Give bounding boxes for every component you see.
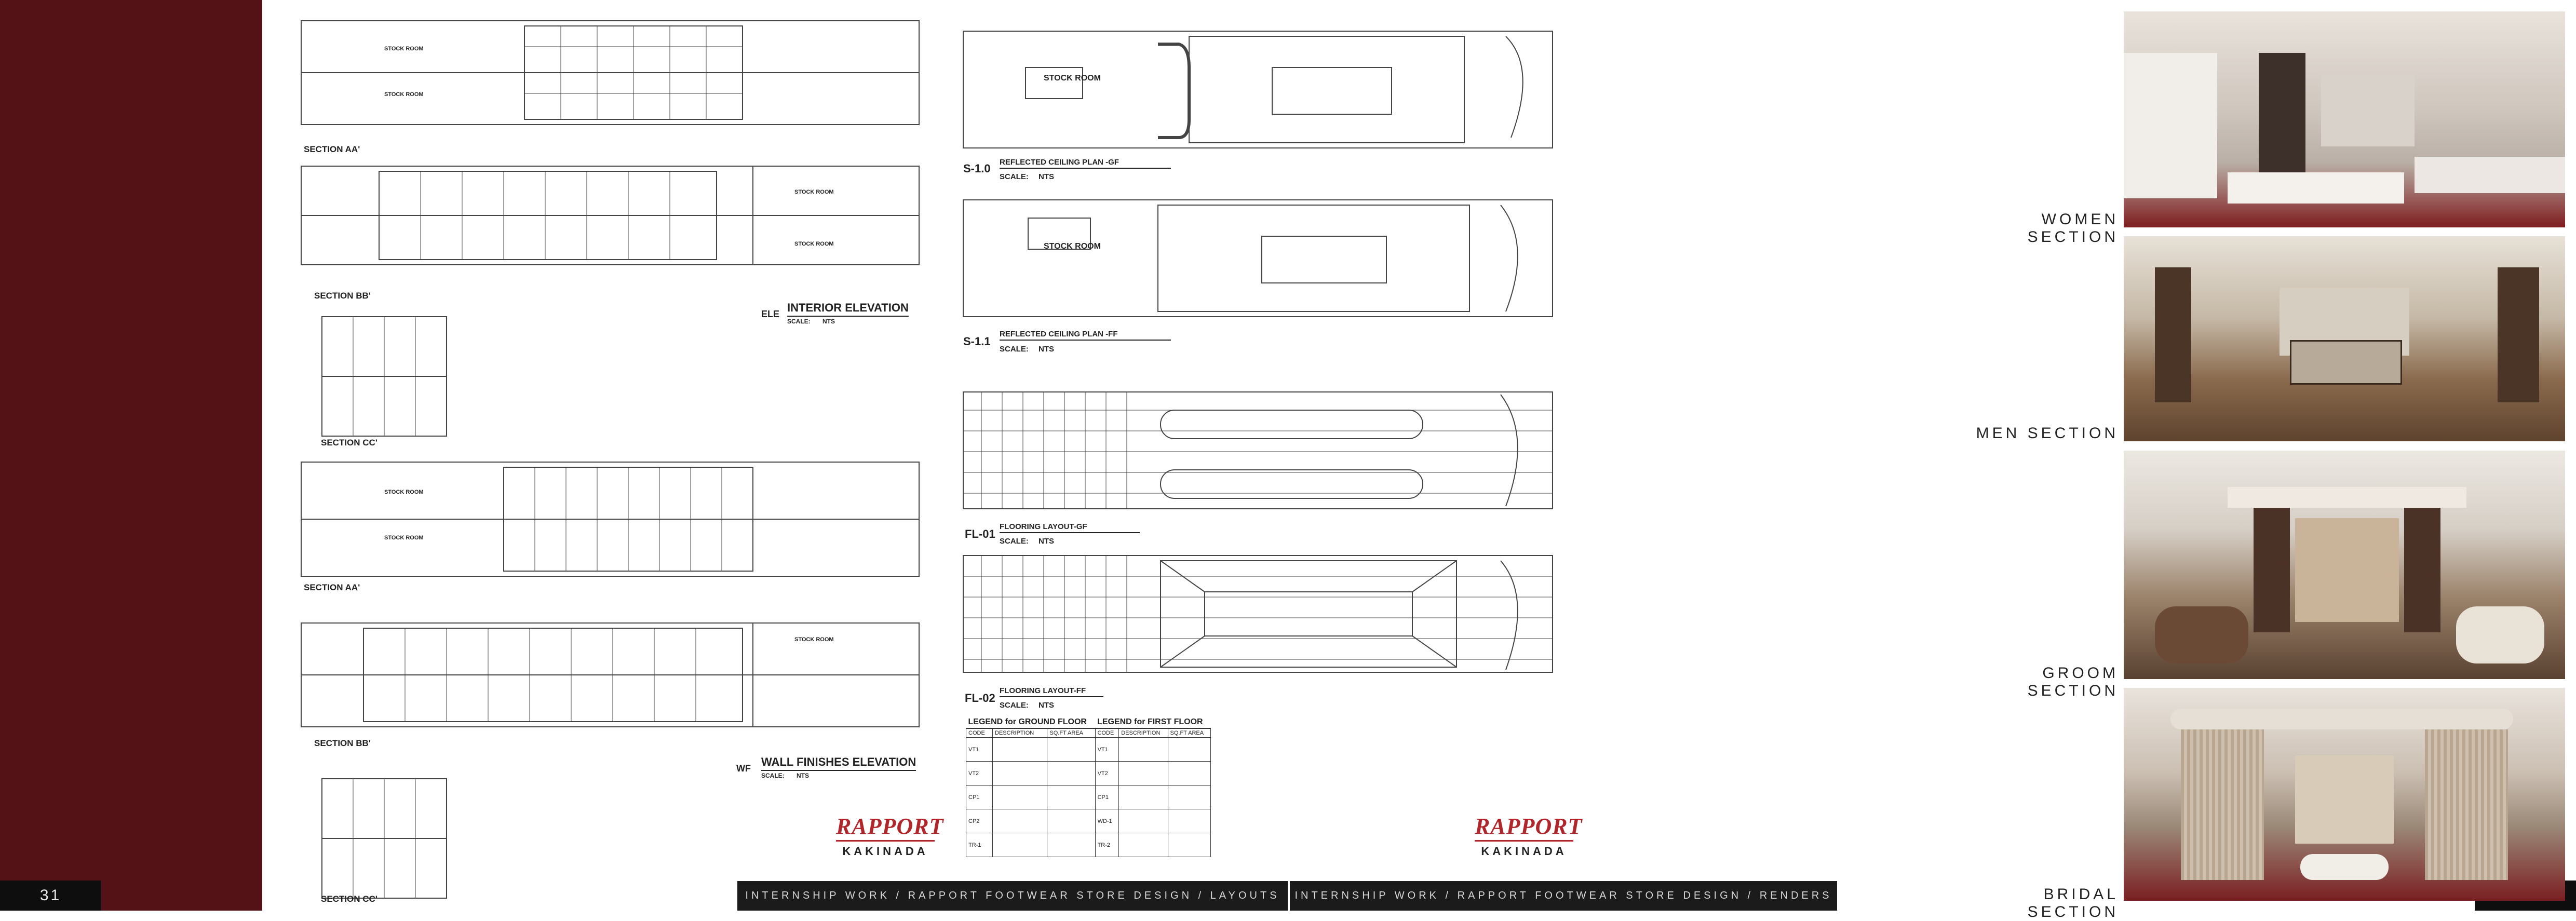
elevation-drawings xyxy=(296,16,944,909)
legend-code: TR-2 xyxy=(1095,833,1119,857)
cover-band xyxy=(0,0,262,911)
logo-city: KAKINADA xyxy=(836,840,935,858)
legend-code: VT1 xyxy=(1095,738,1119,762)
stock-room-label: STOCK ROOM xyxy=(384,91,424,98)
rcp-ff-scale-label: SCALE: xyxy=(1000,345,1029,354)
bridal-section-caption: BRIDAL SECTION xyxy=(2027,886,2119,920)
logo-brand: RAPPORT xyxy=(836,814,944,839)
floor-ff-title: FLOORING LAYOUT-FF xyxy=(1000,686,1103,697)
stock-room-label: STOCK ROOM xyxy=(1044,74,1101,83)
legend-col-qty: SQ.FT AREA xyxy=(1168,728,1211,738)
bridal-section-render xyxy=(2124,688,2565,901)
legend-code: VT2 xyxy=(966,762,993,785)
logo-brand: RAPPORT xyxy=(1475,814,1583,839)
legend-ff-title: LEGEND for FIRST FLOOR xyxy=(1095,716,1210,728)
rcp-gf-scale-label: SCALE: xyxy=(1000,172,1029,181)
legend-col-desc: DESCRIPTION xyxy=(993,728,1047,738)
floor-ff-code: FL-02 xyxy=(965,692,995,705)
legend-code: WD-1 xyxy=(1095,809,1119,833)
legend-code: VT1 xyxy=(966,738,993,762)
rcp-gf-code: S-1.0 xyxy=(963,162,991,175)
rapport-logo-renders xyxy=(1475,814,1583,858)
groom-section-render xyxy=(2124,451,2565,679)
legend-col-code: CODE xyxy=(1095,728,1119,738)
section-aa-label: SECTION AA' xyxy=(304,144,360,154)
legend-table xyxy=(966,716,1211,857)
floor-ff-scale-label: SCALE: xyxy=(1000,701,1029,710)
rcp-ff-title: REFLECTED CEILING PLAN -FF xyxy=(1000,330,1171,341)
floor-gf-scale-label: SCALE: xyxy=(1000,537,1029,546)
legend-col-qty: SQ.FT AREA xyxy=(1047,728,1095,738)
wall-finishes-title: WALL FINISHES ELEVATION xyxy=(761,755,916,771)
legend-col-desc: DESCRIPTION xyxy=(1119,728,1168,738)
rcp-ff-scale-value: NTS xyxy=(1039,345,1054,354)
section-bb-label: SECTION BB' xyxy=(314,738,371,748)
interior-elevation-code: ELE xyxy=(761,309,780,319)
logo-city: KAKINADA xyxy=(1475,840,1573,858)
women-section-caption: WOMEN SECTION xyxy=(2027,211,2119,246)
floor-gf-title: FLOORING LAYOUT-GF xyxy=(1000,522,1140,533)
interior-scale-value: NTS xyxy=(822,318,835,325)
rcp-ff-code: S-1.1 xyxy=(963,335,991,348)
women-section-render xyxy=(2124,11,2565,227)
legend-code: CP2 xyxy=(966,809,993,833)
stock-room-label: STOCK ROOM xyxy=(794,636,834,643)
floor-ff-scale-value: NTS xyxy=(1039,701,1054,710)
men-section-render xyxy=(2124,236,2565,441)
stock-room-label: STOCK ROOM xyxy=(384,489,424,495)
rcp-gf-title: REFLECTED CEILING PLAN -GF xyxy=(1000,158,1171,169)
stock-room-label: STOCK ROOM xyxy=(384,535,424,541)
footer-layouts: INTERNSHIP WORK / RAPPORT FOOTWEAR STORE DESIGN / LAYOUTS xyxy=(737,881,1288,911)
interior-elevation-title: INTERIOR ELEVATION xyxy=(787,301,909,317)
page-number-left: 31 xyxy=(0,881,101,911)
floor-gf-scale-value: NTS xyxy=(1039,537,1054,546)
interior-scale-label: SCALE: xyxy=(787,318,811,325)
plan-drawings xyxy=(961,26,1558,690)
groom-section-caption: GROOM SECTION xyxy=(2027,665,2119,699)
rcp-gf-scale-value: NTS xyxy=(1039,172,1054,181)
stock-room-label: STOCK ROOM xyxy=(384,46,424,52)
wall-finishes-code: WF xyxy=(736,763,751,774)
legend-code: TR-1 xyxy=(966,833,993,857)
legend-gf-title: LEGEND for GROUND FLOOR xyxy=(966,716,1096,728)
legend-code: CP1 xyxy=(966,785,993,809)
stock-room-label: STOCK ROOM xyxy=(794,189,834,195)
floor-gf-code: FL-01 xyxy=(965,527,995,540)
legend-code: VT2 xyxy=(1095,762,1119,785)
stock-room-label: STOCK ROOM xyxy=(1044,242,1101,251)
wall-finishes-scale-value: NTS xyxy=(797,772,809,779)
section-cc-label: SECTION CC' xyxy=(321,894,377,904)
section-bb-label: SECTION BB' xyxy=(314,291,371,301)
men-section-caption: MEN SECTION xyxy=(1976,425,2119,442)
footer-renders: INTERNSHIP WORK / RAPPORT FOOTWEAR STORE DESIGN / RENDERS xyxy=(1290,881,1837,911)
legend-col-code: CODE xyxy=(966,728,993,738)
wall-finishes-scale-label: SCALE: xyxy=(761,772,785,779)
rapport-logo-layouts xyxy=(836,814,944,858)
section-cc-label: SECTION CC' xyxy=(321,438,377,448)
section-aa-label: SECTION AA' xyxy=(304,583,360,592)
legend-code: CP1 xyxy=(1095,785,1119,809)
stock-room-label: STOCK ROOM xyxy=(794,241,834,247)
